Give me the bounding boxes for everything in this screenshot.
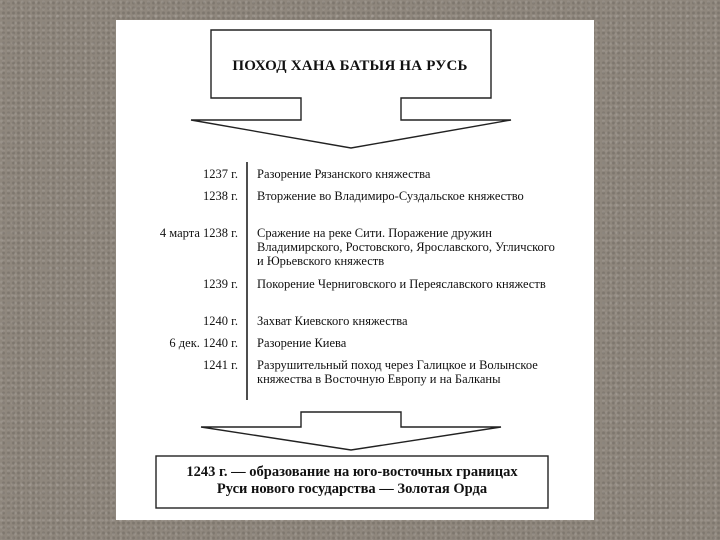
diagram-graphics bbox=[116, 20, 594, 520]
event-date: 1238 г. bbox=[203, 189, 238, 203]
event-text: Разорение Киева bbox=[257, 336, 347, 350]
slide bbox=[116, 20, 594, 520]
event-text: Покорение Черниговского и Переяславского княжеств bbox=[257, 277, 546, 291]
event-text: Сражение на реке Сити. Поражение дружин Владимирского, Ростовского, Ярославского, Угличского и Юрьевского княжеств bbox=[257, 226, 555, 268]
result-arrow-shape bbox=[201, 412, 501, 450]
event-date: 1239 г. bbox=[203, 277, 238, 291]
event-text: Разорение Рязанского княжества bbox=[257, 167, 431, 181]
diagram-title: ПОХОД ХАНА БАТЫЯ НА РУСЬ bbox=[232, 58, 468, 74]
title-arrow-shape bbox=[191, 30, 511, 148]
event-date: 1241 г. bbox=[203, 358, 238, 372]
result-line-2: Руси нового государства — Золотая Орда bbox=[216, 481, 488, 497]
event-date: 1240 г. bbox=[203, 314, 238, 328]
event-date: 1237 г. bbox=[203, 167, 238, 181]
event-date: 6 дек. 1240 г. bbox=[169, 336, 238, 350]
event-date: 4 марта 1238 г. bbox=[159, 226, 238, 240]
event-text: Захват Киевского княжества bbox=[257, 314, 408, 328]
result-line-1: 1243 г. — образование на юго-восточных границах bbox=[186, 464, 518, 480]
result-text bbox=[160, 464, 544, 498]
event-text: Вторжение во Владимиро-Суздальское княжество bbox=[257, 189, 524, 203]
event-text: Разрушительный поход через Галицкое и Волынское княжества в Восточную Европу и на Балканы bbox=[257, 358, 538, 386]
